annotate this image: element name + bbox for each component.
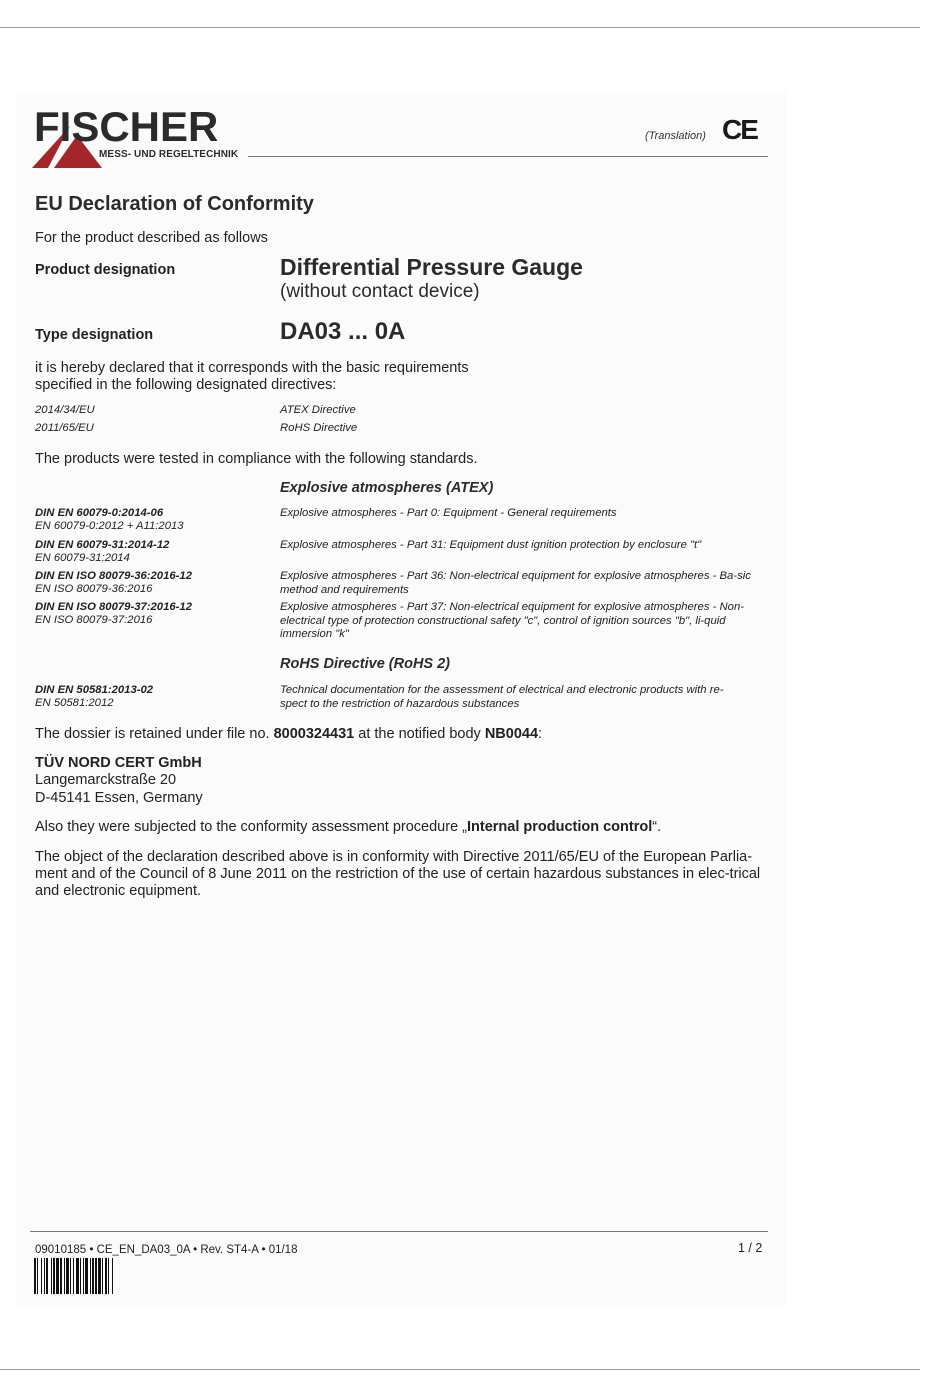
type-designation-label: Type designation	[35, 327, 154, 343]
barcode-bar	[73, 1258, 74, 1294]
barcode-bar	[80, 1258, 81, 1294]
notified-body-name: TÜV NORD CERT GmbH	[35, 755, 202, 771]
dossier-prefix: The dossier is retained under file no.	[35, 726, 274, 742]
notified-body-street: Langemarckstraße 20	[35, 772, 177, 788]
standard-desc: Explosive atmospheres - Part 36: Non-electrical equipment for explosive atmospheres - Ba-sic method and requirements	[280, 570, 751, 596]
barcode-bar	[102, 1258, 103, 1294]
logo-subtext: MESS- UND REGELTECHNIK	[99, 149, 239, 160]
product-name: Differential Pressure Gauge	[280, 254, 583, 280]
barcode-bar	[105, 1258, 107, 1294]
standard-desc: Explosive atmospheres - Part 31: Equipment dust ignition protection by enclosure "t"	[280, 539, 702, 551]
barcode-bar	[70, 1258, 71, 1294]
rohs-heading: RoHS Directive (RoHS 2)	[280, 656, 451, 672]
barcode-bar	[95, 1258, 97, 1294]
standard-code: DIN EN 60079-0:2014-06	[35, 507, 164, 519]
footer-rule	[30, 1231, 768, 1232]
barcode-bar	[44, 1258, 45, 1294]
assessment-statement	[35, 819, 661, 835]
standard-desc: Explosive atmospheres - Part 37: Non-electrical equipment for explosive atmospheres - Non-electrical type of protection constructional safety "c", control of ignition sources "b", li-quid immersion "k"	[280, 601, 745, 640]
directive-name: RoHS Directive	[280, 422, 358, 434]
document-reference: 09010185 • CE_EN_DA03_0A • Rev. ST4-A • 01/18	[35, 1244, 298, 1256]
barcode-bar	[53, 1258, 55, 1294]
directive-code: 2011/65/EU	[35, 422, 94, 434]
intro-text: For the product described as follows	[35, 230, 268, 246]
assessment-suffix: “.	[652, 819, 662, 835]
header-rule	[248, 156, 768, 157]
product-designation-label: Product designation	[35, 262, 176, 278]
dossier-file-no: 8000324431	[273, 726, 355, 742]
barcode-bar	[64, 1258, 65, 1294]
product-subtitle: (without contact device)	[280, 281, 480, 302]
declaration-line-1: it is hereby declared that it corresponds with the basic requirements	[35, 360, 469, 376]
dossier-middle: at the notified body	[354, 726, 485, 742]
barcode-bar	[60, 1258, 62, 1294]
barcode-bar	[112, 1258, 113, 1294]
page-number: 1 / 2	[738, 1241, 763, 1255]
barcode-bar	[85, 1258, 88, 1294]
scan-bottom-line	[0, 1369, 920, 1370]
barcode-bar	[90, 1258, 91, 1294]
barcode-bar	[41, 1258, 42, 1294]
standard-sub: EN 60079-0:2012 + A11:2013	[35, 520, 184, 532]
standard-code: DIN EN ISO 80079-36:2016-12	[35, 570, 192, 582]
conformity-statement: The object of the declaration described above is in conformity with Directive 2011/65/EU of the European Parlia-ment and of the Council of 8 June 2011 on the restriction of the use of certain hazardous substances in elec-trical and electronic equipment.	[35, 849, 761, 899]
type-designation-value: DA03 ... 0A	[280, 318, 406, 345]
barcode-icon	[34, 1258, 180, 1294]
notified-body-number: NB0044	[484, 726, 539, 742]
barcode-bar	[51, 1258, 52, 1294]
ce-mark-icon: CE	[722, 114, 757, 145]
directive-code: 2014/34/EU	[35, 404, 95, 416]
logo-wordmark: FISCHER	[34, 103, 219, 150]
barcode-bar	[56, 1258, 59, 1294]
barcode-bar	[66, 1258, 69, 1294]
standard-sub: EN 50581:2012	[35, 697, 114, 709]
standard-code: DIN EN 50581:2013-02	[35, 684, 154, 696]
tested-statement: The products were tested in compliance with the following standards.	[35, 451, 478, 467]
assessment-prefix: Also they were subjected to the conformity assessment procedure „	[35, 819, 467, 835]
standard-sub: EN ISO 80079-36:2016	[35, 583, 153, 595]
scan-top-line	[0, 27, 920, 28]
notified-body-city: D-45141 Essen, Germany	[35, 790, 203, 806]
translation-note: (Translation)	[645, 130, 706, 142]
barcode-bar	[76, 1258, 79, 1294]
declaration-line-2: specified in the following designated directives:	[35, 377, 337, 393]
standard-code: DIN EN ISO 80079-37:2016-12	[35, 601, 192, 613]
directive-name: ATEX Directive	[280, 404, 356, 416]
barcode-bar	[37, 1258, 38, 1294]
barcode-bar	[83, 1258, 84, 1294]
barcode-bar	[108, 1258, 109, 1294]
dossier-statement	[35, 726, 542, 742]
dossier-suffix: :	[538, 726, 543, 742]
barcode-bar	[92, 1258, 94, 1294]
barcode-bar	[34, 1258, 36, 1294]
standard-sub: EN ISO 80079-37:2016	[35, 614, 153, 626]
standard-code: DIN EN 60079-31:2014-12	[35, 539, 170, 551]
page-title: EU Declaration of Conformity	[35, 193, 314, 215]
atex-heading: Explosive atmospheres (ATEX)	[280, 480, 494, 496]
barcode-bar	[46, 1258, 48, 1294]
barcode-bar	[98, 1258, 101, 1294]
standard-desc: Technical documentation for the assessment of electrical and electronic products with re-spect to the restriction of hazardous substances	[280, 684, 724, 710]
standard-desc: Explosive atmospheres - Part 0: Equipment - General requirements	[280, 507, 617, 519]
assessment-procedure: Internal production control	[466, 819, 653, 835]
standard-sub: EN 60079-31:2014	[35, 552, 130, 564]
